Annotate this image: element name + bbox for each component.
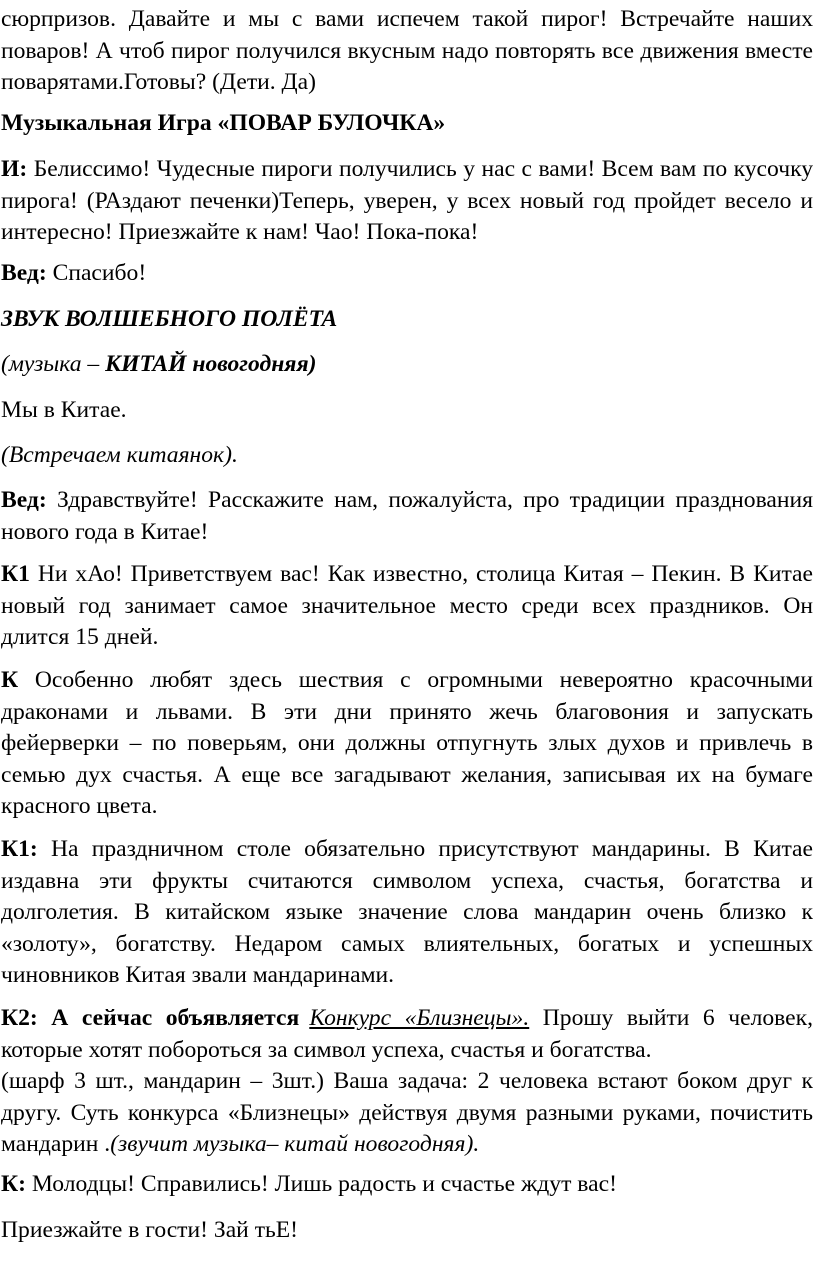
paragraph-k-wellDone <box>1 1169 813 1201</box>
paragraph-text: Особенно любят здесь шествия с огромными невероятно красочными драконами и львами. В эти дни принято жечь благовония и запускать фейерверки – по поверьям, они должны отпугнуть злых духов и привлечь в семью дух счастья. А еще все загадывают желания, записывая их на бумаге красного цвета. <box>1 667 813 819</box>
paragraph-k1-mandarins <box>1 834 813 992</box>
paragraph-invite: Приезжайте в гости! Зай тьЕ! <box>1 1217 299 1243</box>
paragraph-text: На праздничном столе обязательно присутствуют мандарины. В Китае издавна эти фрукты считаются символом успеха, счастья, богатства и долголетия. В китайском языке значение слова мандарин очень близко к «золоту», богатству. Недаром самых влиятельных, богатых и успешных чиновников Китая звали мандаринами. <box>1 836 813 988</box>
paragraph-host-greeting <box>1 485 813 548</box>
speaker-label: И: <box>1 156 28 182</box>
paragraph-text: Спасибо! <box>46 260 147 286</box>
paragraph-k1-beijing <box>1 559 813 654</box>
speaker-label: К: <box>1 1171 26 1197</box>
music-cue <box>1 349 813 381</box>
paragraph-in-china: Мы в Китае. <box>1 397 127 423</box>
paragraph-intro: сюрпризов. Давайте и мы с вами испечем такой пирог! Встречайте наших поваров! А чтоб пирог получился вкусным надо повторять все движения вместе поварятами.Готовы? (Дети. Да) <box>1 6 813 95</box>
speaker-label: К2: А сейчас объявляется <box>1 1005 300 1031</box>
music-cue-inline: (звучит музыка– китай новогодняя). <box>110 1131 480 1157</box>
paragraph-k2-contest <box>1 1003 813 1066</box>
paragraph-k-dragons <box>1 665 813 823</box>
paragraph-italian-farewell <box>1 154 813 249</box>
speaker-label: К <box>1 667 19 693</box>
heading-magic-flight-sound: ЗВУК ВОЛШЕБНОГО ПОЛЁТА <box>1 306 338 332</box>
paragraph-text: Молодцы! Справились! Лишь радость и счастье ждут вас! <box>25 1171 617 1197</box>
speaker-label: К1: <box>1 836 38 862</box>
speaker-label: К1 <box>1 561 30 587</box>
paragraph-text: Ни хАо! Приветствуем вас! Как известно, столица Китая – Пекин. В Китае новый год занимает самое значительное место среди всех праздников. Он длится 15 дней. <box>1 561 813 650</box>
music-cue-prefix: (музыка – <box>1 351 106 377</box>
speaker-label: Вед: <box>1 487 47 513</box>
paragraph-thanks <box>1 258 813 290</box>
paragraph-contest-rules <box>1 1066 813 1161</box>
paragraph-text: (шарф 3 шт., мандарин – 3шт.) Ваша задача: 2 человека встают боком друг к другу. Суть конкурса «Близнецы» действуя двумя разными руками, почистить мандарин . <box>1 1068 813 1157</box>
stage-direction-meet: (Встречаем китаянок). <box>1 442 238 468</box>
music-cue-title: КИТАЙ новогодняя) <box>105 351 317 377</box>
paragraph-text: Здравствуйте! Расскажите нам, пожалуйста, про традиции празднования нового года в Китае! <box>1 487 813 545</box>
paragraph-text: Белиссимо! Чудесные пироги получились у нас с вами! Всем вам по кусочку пирога! (РАздают печенки)Теперь, уверен, у всех новый год пройдет весело и интересно! Приезжайте к нам! Чао! Пока-пока! <box>1 156 813 245</box>
speaker-label: Вед: <box>1 260 47 286</box>
contest-title: Конкурс «Близнецы». <box>309 1005 530 1031</box>
heading-music-game: Музыкальная Игра «ПОВАР БУЛОЧКА» <box>1 110 446 136</box>
paragraph-text: Прошу выйти 6 человек, которые хотят побороться за символ успеха, счастья и богатства. <box>1 1005 813 1063</box>
